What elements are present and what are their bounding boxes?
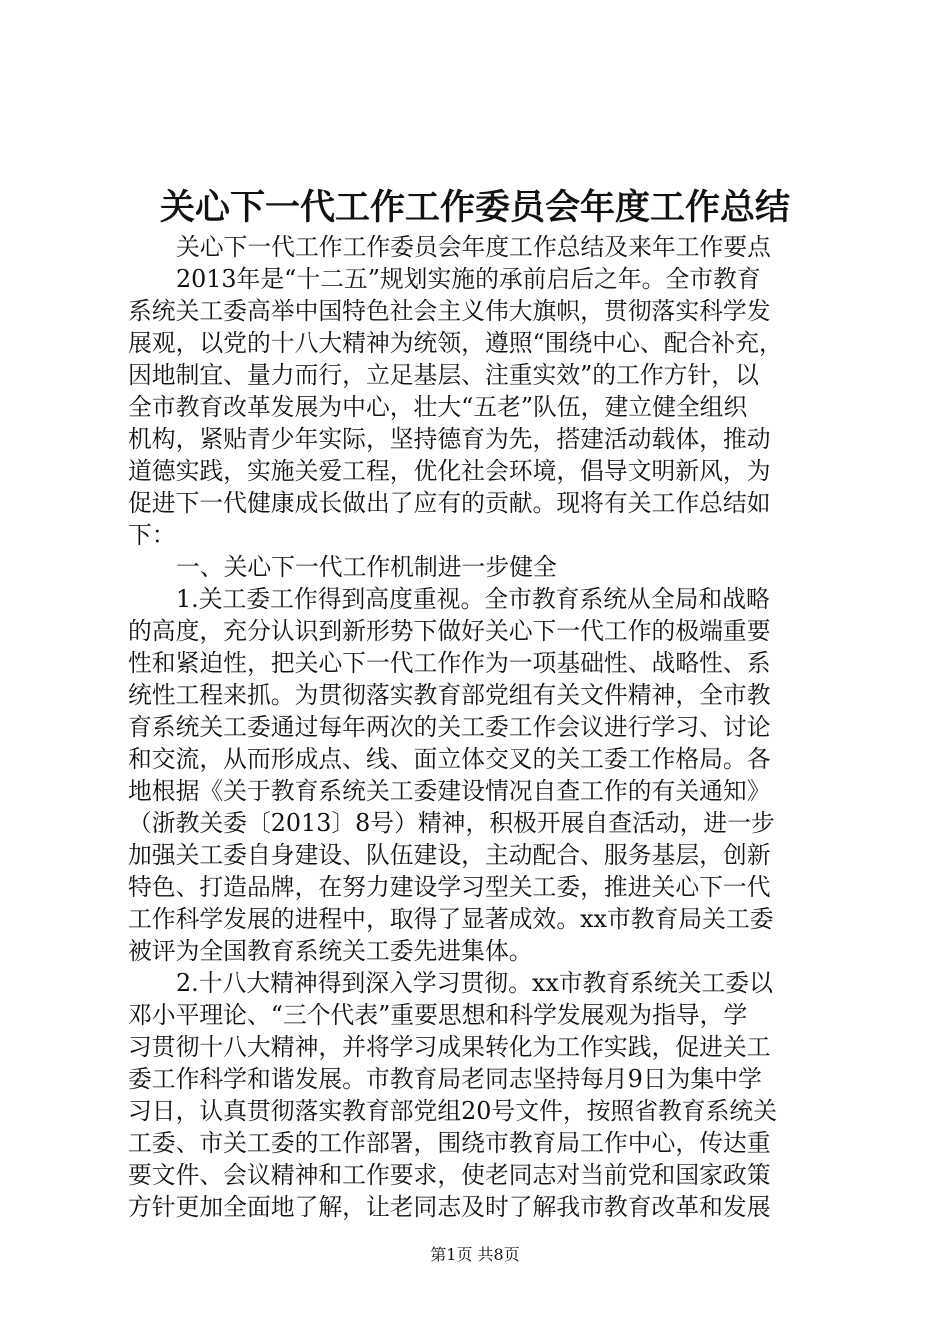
body-line: 方针更加全面地了解，让老同志及时了解我市教育改革和发展 (128, 1193, 771, 1221)
body-line: 地根据《关于教育系统关工委建设情况自查工作的有关通知》 (128, 777, 771, 805)
body-line: 道德实践，实施关爱工程，优化社会环境，倡导文明新风，为 (128, 457, 771, 485)
body-line: 机构，紧贴青少年实际，坚持德育为先，搭建活动载体，推动 (128, 425, 771, 453)
body-line: 被评为全国教育系统关工委先进集体。 (128, 937, 533, 965)
body-line: 工委、市关工委的工作部署，围绕市教育局工作中心，传达重 (128, 1129, 771, 1157)
body-line: 2013年是“十二五”规划实施的承前启后之年。全市教育 (176, 265, 761, 293)
document-title: 关心下一代工作工作委员会年度工作总结 (159, 187, 790, 228)
body-line: 展观，以党的十八大精神为统领，遵照“围绕中心、配合补充， (128, 329, 783, 357)
body-line: 委工作科学和谐发展。市教育局老同志坚持每月9日为集中学 (128, 1065, 762, 1093)
body-line: 习贯彻十八大精神，并将学习成果转化为工作实践，促进关工 (128, 1033, 771, 1061)
section-heading: 一、关心下一代工作机制进一步健全 (176, 553, 557, 581)
body-line: 统性工程来抓。为贯彻落实教育部党组有关文件精神，全市教 (128, 681, 771, 709)
body-line: 因地制宜、量力而行，立足基层、注重实效”的工作方针，以 (128, 361, 759, 389)
body-line: 下： (128, 521, 176, 549)
body-line: 促进下一代健康成长做出了应有的贡献。现将有关工作总结如 (128, 489, 771, 517)
body-line: 全市教育改革发展为中心，壮大“五老”队伍，建立健全组织 (128, 393, 748, 421)
document-body (128, 231, 833, 1223)
body-line: 育系统关工委通过每年两次的关工委工作会议进行学习、讨论 (128, 713, 771, 741)
body-line: 习日，认真贯彻落实教育部党组20号文件，按照省教育系统关 (128, 1097, 777, 1125)
page-number-footer: 第1页 共8页 (430, 1245, 520, 1264)
body-line: 和交流，从而形成点、线、面立体交叉的关工委工作格局。各 (128, 745, 771, 773)
body-line: 关心下一代工作工作委员会年度工作总结及来年工作要点 (176, 233, 771, 261)
body-line: 系统关工委高举中国特色社会主义伟大旗帜，贯彻落实科学发 (128, 297, 771, 325)
body-line: 性和紧迫性，把关心下一代工作作为一项基础性、战略性、系 (128, 649, 771, 677)
body-line: （浙教关委〔2013〕8号）精神，积极开展自查活动，进一步 (128, 809, 775, 837)
body-line: 的高度，充分认识到新形势下做好关心下一代工作的极端重要 (128, 617, 771, 645)
body-line: 要文件、会议精神和工作要求，使老同志对当前党和国家政策 (128, 1161, 771, 1189)
body-line: 1.关工委工作得到高度重视。全市教育系统从全局和战略 (176, 585, 770, 613)
body-line: 特色、打造品牌，在努力建设学习型关工委，推进关心下一代 (128, 873, 771, 901)
body-line: 加强关工委自身建设、队伍建设，主动配合、服务基层，创新 (128, 841, 771, 869)
body-line: 邓小平理论、“三个代表”重要思想和科学发展观为指导，学 (128, 1001, 748, 1029)
body-line: 工作科学发展的进程中，取得了显著成效。xx市教育局关工委 (128, 905, 774, 933)
body-line: 2.十八大精神得到深入学习贯彻。xx市教育系统关工委以 (176, 969, 773, 997)
